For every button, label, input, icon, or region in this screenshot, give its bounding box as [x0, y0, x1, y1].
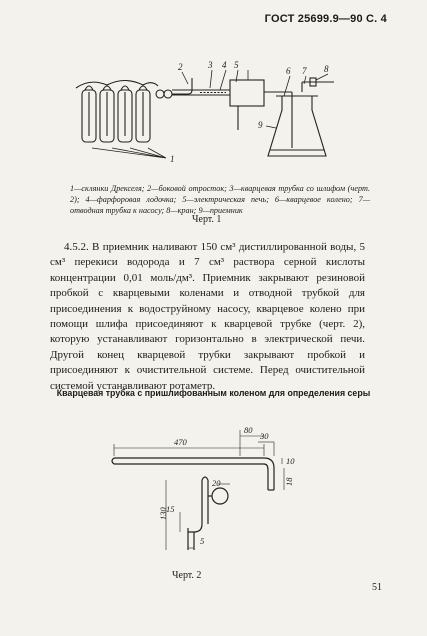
- callout-7: 7: [302, 66, 307, 76]
- dim-15: 15: [166, 504, 175, 514]
- page-number: 51: [372, 582, 382, 593]
- drechsel-bottles: [76, 81, 158, 143]
- dimension-values: [158, 425, 295, 546]
- callout-2: 2: [178, 62, 183, 72]
- figure-1-legend: 1—склянки Дрекселя; 2—боковой отросток; 3—кварцевая трубка со шлифом (черт. 2); 4—фарфоровая лодочка; 5—электрическая печь; 6—кварцевое колено; 7—отводная трубка к насосу; 8—кран; 9—приемник: [70, 184, 370, 215]
- callout-numbers: [170, 60, 329, 164]
- dim-20: 20: [212, 478, 221, 488]
- dim-5: 5: [200, 536, 205, 546]
- figure-1-apparatus-diagram: [70, 52, 380, 180]
- dim-10: 10: [286, 456, 295, 466]
- callout-4: 4: [222, 60, 227, 70]
- figure-2-quartz-tube-drawing: [108, 420, 318, 560]
- quartz-tube-outline: [112, 458, 274, 550]
- callout-1: 1: [170, 154, 175, 164]
- figure-2-label: Черт. 2: [172, 570, 202, 581]
- callout-6: 6: [286, 66, 291, 76]
- callout-leader-lines: [92, 70, 328, 158]
- receiver-flask: [268, 78, 334, 156]
- dim-18: 18: [284, 477, 294, 486]
- dim-80: 80: [244, 425, 253, 435]
- callout-5: 5: [234, 60, 239, 70]
- page-header: ГОСТ 25699.9—90 С. 4: [264, 13, 387, 25]
- dim-30: 30: [260, 431, 269, 441]
- callout-3: 3: [208, 60, 213, 70]
- figure-1-label: Черт. 1: [192, 214, 222, 225]
- quartz-tube-and-furnace: [172, 80, 292, 130]
- dim-470: 470: [174, 437, 187, 447]
- callout-8: 8: [324, 64, 329, 74]
- callout-9: 9: [258, 120, 263, 130]
- paragraph-4-5-2: 4.5.2. В приемник наливают 150 см³ дистиллированной воды, 5 см³ перекиси водорода и 7 см³ раствора серной кислоты концентрации 0,01 моль/дм³. Приемник закрывают резиновой пробкой с кварцевыми коленами и отводной трубкой для присоединения к водоструйному насосу, кварцевое колено при помощи шлифа присоединяют к кварцевой трубке (черт. 2), которую устанавливают горизонтально в электрической печи. Другой конец кварцевой трубки закрывают пробкой и присоединяют к очистительной системе. Перед очистительной системой устанавливают ротаметр.: [50, 241, 365, 392]
- figure-2-title: Кварцевая трубка с пришлифованным коленом для определения серы: [56, 388, 371, 398]
- dim-130: 130: [158, 507, 168, 520]
- dimension-lines: [114, 430, 284, 550]
